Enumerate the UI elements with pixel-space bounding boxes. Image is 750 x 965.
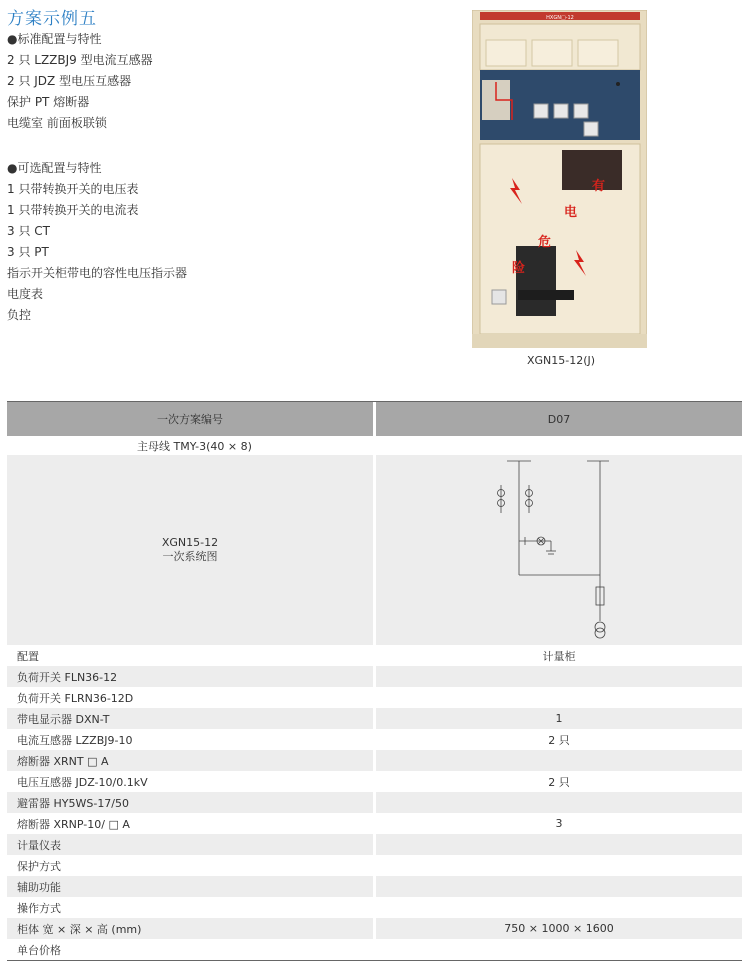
list-item: 指示开关柜带电的容性电压指示器 [7,266,188,280]
row-label: 电流互感器 LZZBJ9-10 [7,729,373,750]
list-item: 电缆室 前面板联锁 [7,116,107,130]
row-label: 熔断器 XRNT □ A [7,750,373,771]
row-value [376,876,742,897]
row-value [376,687,742,708]
optional-heading: ●可选配置与特性 [7,161,102,175]
row-label: 操作方式 [7,897,373,918]
diagram-label [7,455,373,645]
row-value: 2 只 [376,729,742,750]
page-title: 方案示例五 [7,9,97,29]
table-row [7,939,742,961]
row-label: 负荷开关 FLRN36-12D [7,687,373,708]
row-value [376,855,742,876]
list-item: 3 只 CT [7,224,50,238]
list-item: 2 只 LZZBJ9 型电流互感器 [7,53,153,67]
table-row [7,645,742,666]
row-label: 电压互感器 JDZ-10/0.1kV [7,771,373,792]
diagram-label-line1: XGN15-12 [161,536,219,549]
header-right: D07 [376,402,742,436]
table-row [7,750,742,771]
row-label: 计量仪表 [7,834,373,855]
optional-features [7,158,187,326]
row-label: 熔断器 XRNP-10/ □ A [7,813,373,834]
row-value: 2 只 [376,771,742,792]
table-row [7,708,742,729]
header-left: 一次方案编号 [7,402,373,436]
table-header [7,401,742,436]
row-value: 3 [376,813,742,834]
table-row [7,834,742,855]
row-value: 1 [376,708,742,729]
table-row [7,918,742,939]
warning-char: 电 [564,205,578,220]
busbar-row [7,436,742,455]
row-value: 计量柜 [376,645,742,666]
list-item: 2 只 JDZ 型电压互感器 [7,74,132,88]
list-item: 1 只带转换开关的电压表 [7,182,139,196]
row-label: 单台价格 [7,939,373,960]
row-label: 辅助功能 [7,876,373,897]
table-row [7,855,742,876]
cabinet-photo [472,10,647,348]
row-label: 配置 [7,645,373,666]
table-row [7,687,742,708]
row-value [376,897,742,918]
busbar-label: 主母线 TMY-3(40 × 8) [7,436,742,455]
list-item: 负控 [7,308,32,322]
row-value [376,834,742,855]
list-item: 电度表 [7,287,44,301]
table-row [7,897,742,918]
single-line-diagram-cell [376,455,742,645]
row-value [376,792,742,813]
row-value [376,750,742,771]
diagram-row [7,455,742,645]
table-row [7,792,742,813]
nameplate: HXGN□-12 [546,15,574,21]
list-item: 3 只 PT [7,245,49,259]
row-value [376,939,742,960]
row-label: 负荷开关 FLN36-12 [7,666,373,687]
standard-heading: ●标准配置与特性 [7,32,102,46]
row-value: 750 × 1000 × 1600 [376,918,742,939]
single-line-diagram [479,455,639,645]
table-row [7,771,742,792]
row-label: 保护方式 [7,855,373,876]
diagram-label-line2: 一次系统图 [162,550,218,563]
row-label: 带电显示器 DXN-T [7,708,373,729]
row-label: 柜体 宽 × 深 × 高 (mm) [7,918,373,939]
list-item: 保护 PT 熔断器 [7,95,90,109]
photo-caption: XGN15-12(J) [526,354,596,367]
row-label: 避雷器 HY5WS-17/50 [7,792,373,813]
warning-char: 危 [538,235,552,250]
list-item: 1 只带转换开关的电流表 [7,203,139,217]
row-value [376,666,742,687]
warning-char: 有 [592,179,606,194]
standard-features [7,29,153,134]
table-row [7,666,742,687]
table-row [7,876,742,897]
warning-char: 险 [512,261,526,276]
table-row [7,729,742,750]
table-row [7,813,742,834]
